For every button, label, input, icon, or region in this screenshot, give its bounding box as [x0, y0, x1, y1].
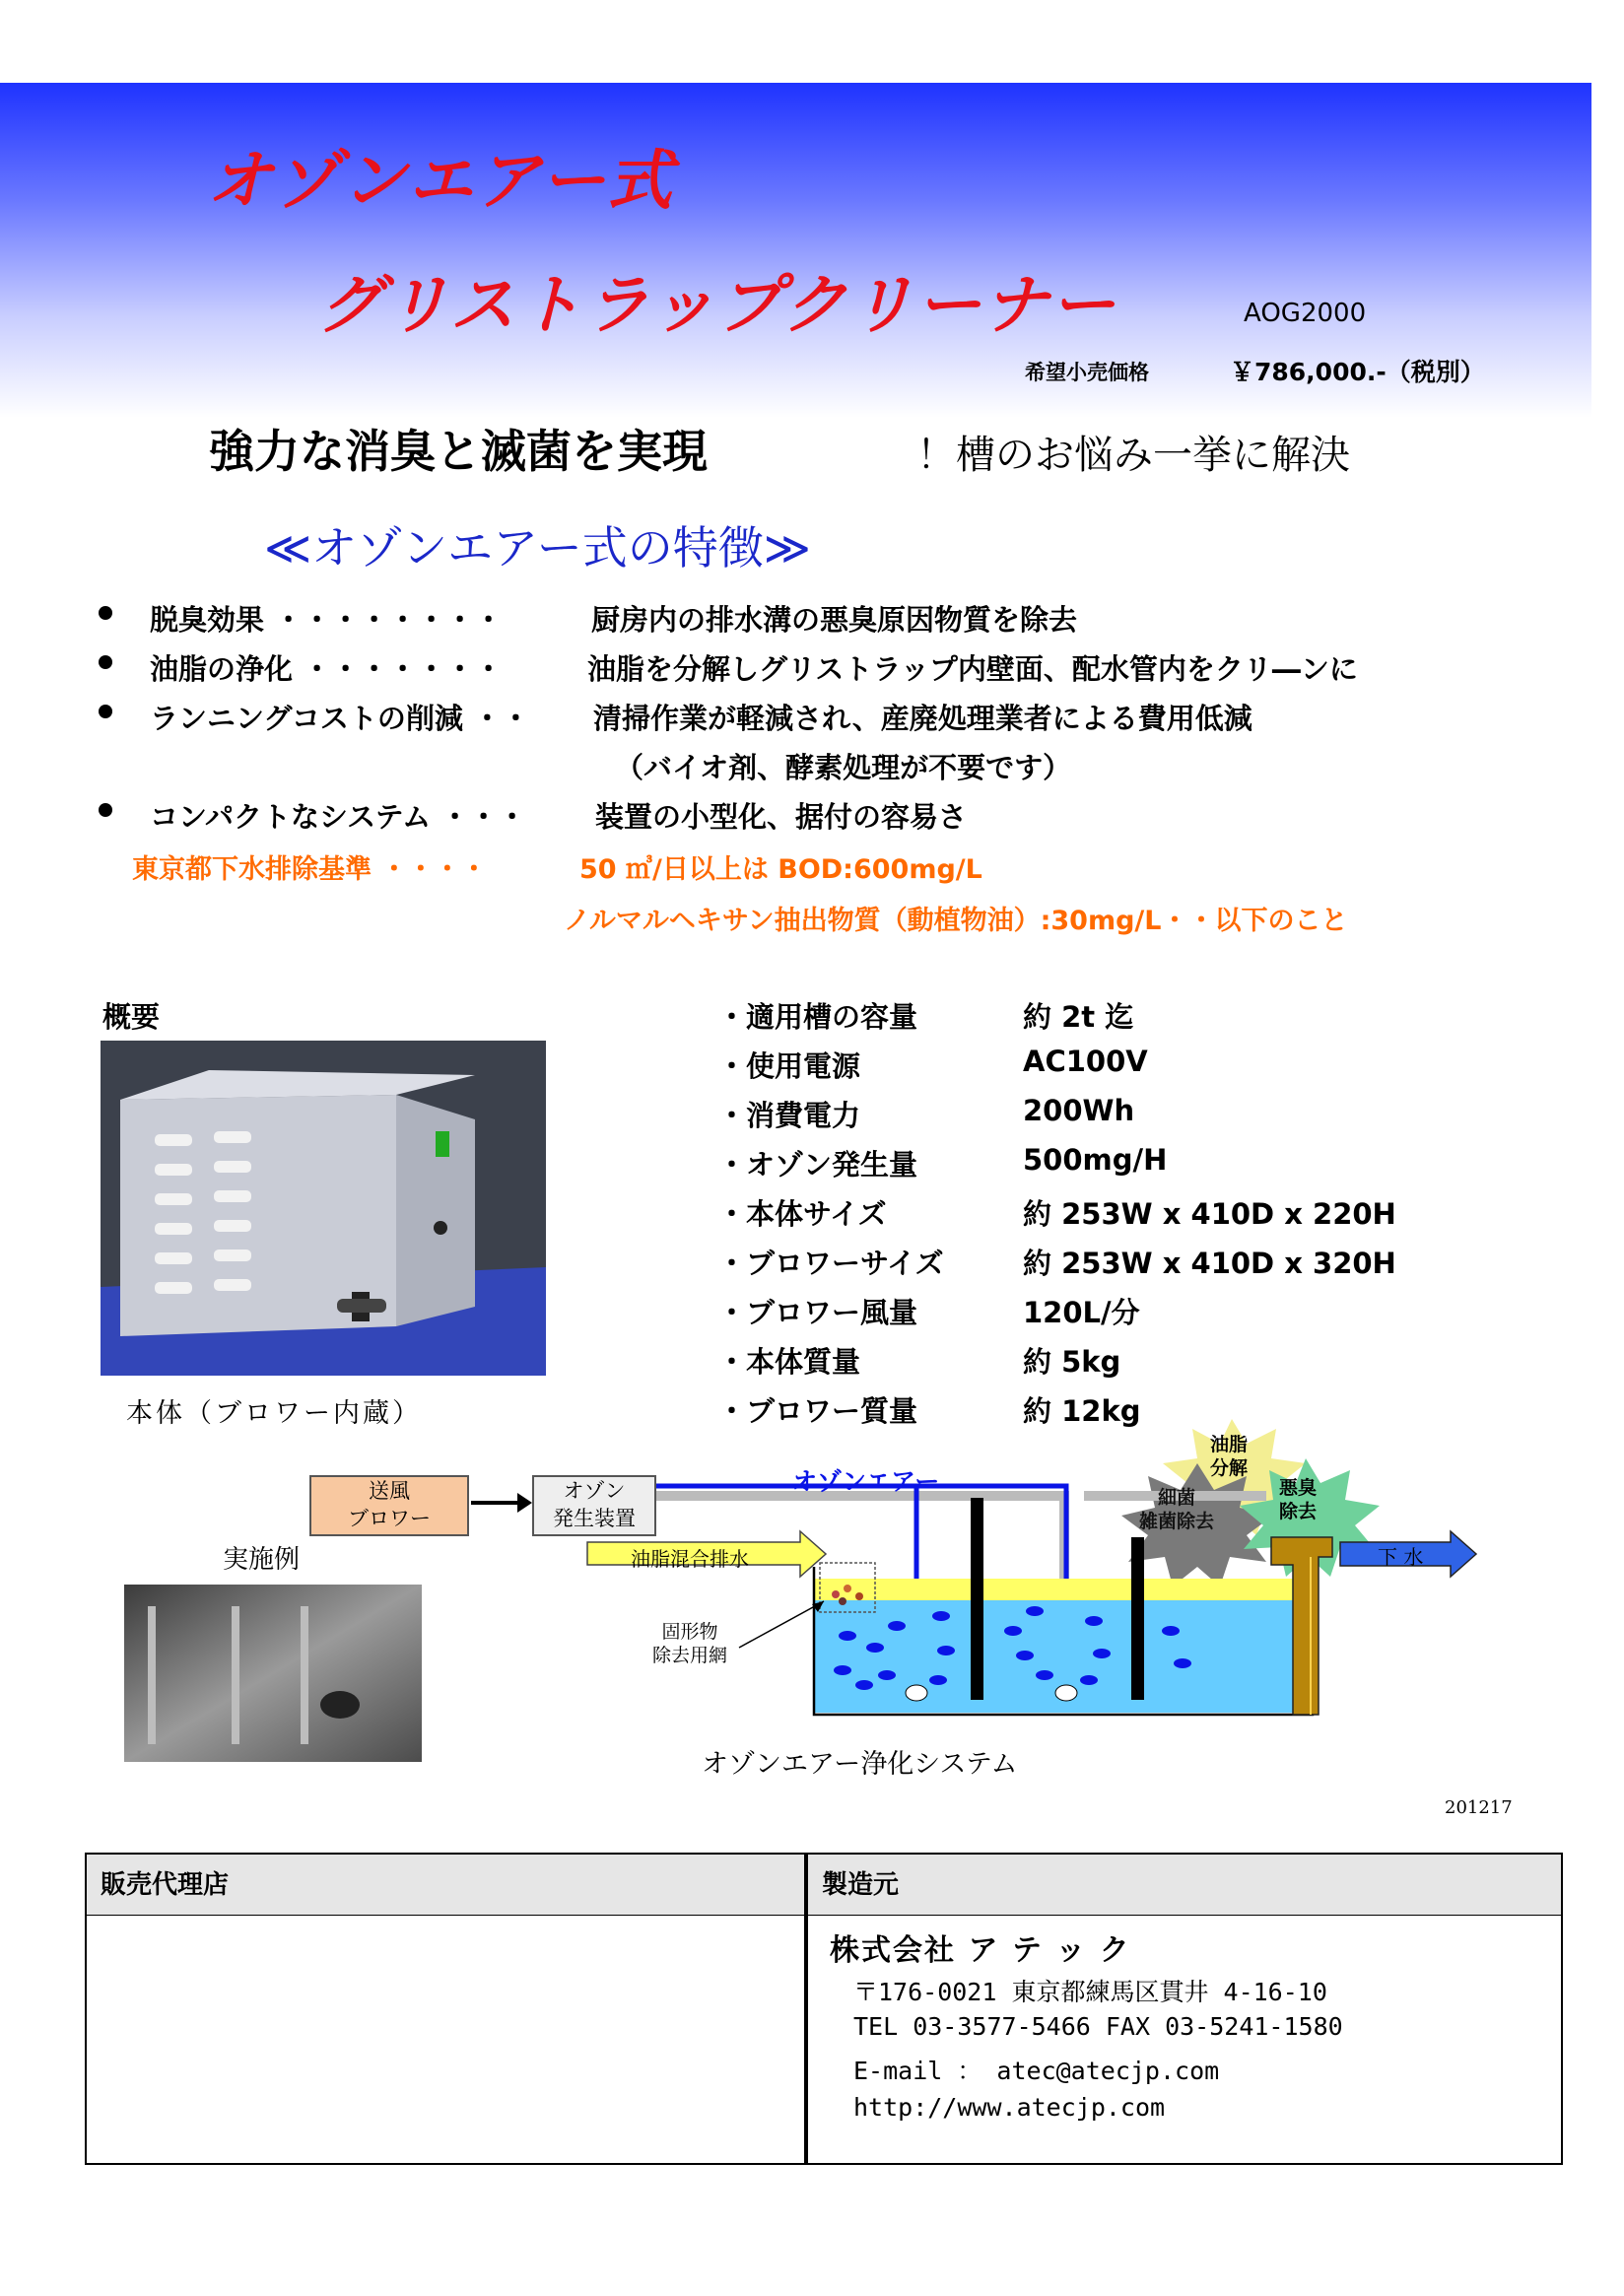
feature-label: 脱臭効果 ・・・・・・・・	[150, 603, 504, 637]
product-photo	[101, 1041, 546, 1376]
feature-label: ランニングコストの削減 ・・	[150, 702, 530, 735]
price-label: 希望小売価格	[1025, 361, 1149, 384]
maker-header	[808, 1855, 1561, 1916]
model-number: AOG2000	[1244, 299, 1367, 328]
bullet-icon	[99, 705, 112, 718]
spec-value: 500mg/H	[1023, 1143, 1168, 1177]
title-line2: グリストラップクリーナー	[317, 267, 1117, 343]
footer-table	[85, 1853, 1563, 2165]
ozone-generator-label: オゾン 発生装置	[553, 1479, 636, 1530]
feature-desc: 厨房内の排水溝の悪臭原因物質を除去	[591, 603, 1078, 637]
title-line1: オゾンエアー式	[207, 143, 675, 219]
feature-desc: 清掃作業が軽減され、産廃処理業者による費用低減	[593, 702, 1252, 735]
system-diagram	[0, 1419, 1624, 1833]
diagram-caption: オゾンエアー浄化システム	[702, 1749, 1018, 1780]
net-label: 固形物 除去用網	[652, 1621, 728, 1666]
spec-value: 200Wh	[1023, 1094, 1135, 1127]
spec-value: 120L/分	[1023, 1296, 1140, 1329]
ozone-air-label: オゾンエアー	[792, 1467, 940, 1496]
spec-label: ・ブロワー質量	[717, 1394, 918, 1428]
sewer-label: 下 水	[1378, 1545, 1424, 1569]
spec-value: 約 253W x 410D x 220H	[1023, 1197, 1396, 1231]
agent-label: 販売代理店	[101, 1870, 230, 1900]
overview-title: 概要	[102, 1000, 161, 1034]
document-code: 201217	[1445, 1797, 1513, 1818]
headline-sub: ！槽のお悩み一挙に解決	[916, 433, 1350, 478]
company-phone: TEL 03-3577-5466 FAX 03-5241-1580	[853, 2012, 1343, 2041]
table-divider	[804, 1855, 808, 2163]
bullet-icon	[99, 655, 112, 669]
spec-label: ・消費電力	[717, 1099, 861, 1132]
feature-label: コンパクトなシステム ・・・	[150, 800, 527, 834]
feature-label: 油脂の浄化 ・・・・・・・	[150, 652, 504, 686]
blower-box	[309, 1475, 469, 1536]
example-label: 実施例	[223, 1545, 301, 1575]
odor-label: 悪臭 除去	[1279, 1477, 1318, 1522]
spec-label: ・本体質量	[717, 1345, 861, 1379]
germ-label: 細菌 雑菌除去	[1139, 1487, 1215, 1532]
oil-inflow-label: 油脂混合排水	[631, 1547, 749, 1571]
ozone-generator-box	[532, 1475, 656, 1536]
spec-table	[717, 995, 1407, 1429]
spec-value: 約 2t 迄	[1023, 1000, 1134, 1034]
spec-value: 約 5kg	[1023, 1345, 1121, 1379]
bullet-icon	[99, 803, 112, 817]
oil-decomp-label: 油脂 分解	[1210, 1434, 1249, 1479]
spec-label: ・ブロワー風量	[717, 1296, 918, 1329]
spec-label: ・オゾン発生量	[717, 1148, 918, 1182]
price-value: ￥786,000.-（税別）	[1230, 358, 1485, 386]
spec-value: 約 12kg	[1023, 1394, 1141, 1428]
company-url[interactable]: http://www.atecjp.com	[853, 2093, 1166, 2122]
features-title: ≪オゾンエアー式の特徴≫	[264, 521, 811, 574]
spec-label: ・ブロワーサイズ	[717, 1247, 944, 1280]
spec-value: AC100V	[1023, 1045, 1148, 1078]
feature-desc: 油脂を分解しグリストラップ内壁面、配水管内をクリ―ンに	[587, 652, 1358, 686]
spec-label: ・適用槽の容量	[717, 1000, 918, 1034]
feature-desc: 装置の小型化、据付の容易さ	[595, 800, 968, 834]
spec-label: ・本体サイズ	[717, 1197, 887, 1231]
bullet-icon	[99, 606, 112, 620]
company-address: 〒176-0021 東京都練馬区貫井 4-16-10	[853, 1978, 1327, 2006]
company-name: 株式会社 ア テ ッ ク	[830, 1933, 1131, 1968]
maker-label: 製造元	[822, 1870, 900, 1900]
headline-main: 強力な消臭と滅菌を実現	[209, 425, 708, 478]
feature-desc-note: （バイオ剤、酵素処理が不要です）	[615, 751, 1072, 784]
spec-label: ・使用電源	[717, 1049, 861, 1083]
company-email[interactable]: E-mail ： atec@atecjp.com	[853, 2057, 1220, 2085]
standard-label: 東京都下水排除基準 ・・・・	[132, 854, 488, 885]
standard-value: 50 ㎥/日以上は BOD:600mg/L	[579, 854, 982, 885]
standard-value-2: ノルマルヘキサン抽出物質（動植物油）:30mg/L・・以下のこと	[564, 906, 1348, 936]
photo-caption: 本体（ブロワー内蔵）	[126, 1398, 422, 1429]
spec-value: 約 253W x 410D x 320H	[1023, 1247, 1396, 1280]
agent-header	[87, 1855, 804, 1916]
blower-label: 送風 ブロワー	[348, 1479, 431, 1530]
